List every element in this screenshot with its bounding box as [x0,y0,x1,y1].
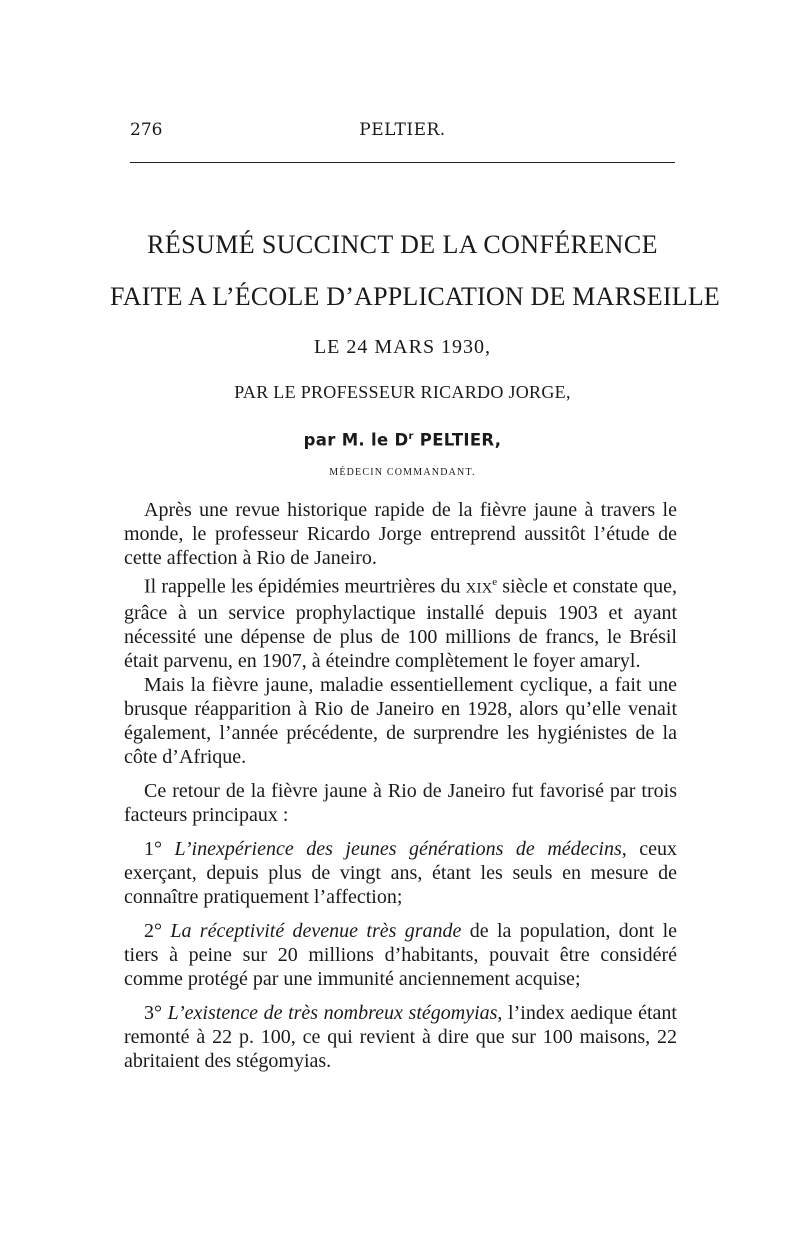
paragraph-2 [124,570,677,673]
factor-3-text: l’index aedique étant remonté à 22 p. 100, ce qui revient à dire que sur 100 maisons, 22 abritaient des stégomyias. [124,1001,677,1072]
title-line-2: FAITE A L’ÉCOLE D’APPLICATION DE MARSEILLE [110,282,720,311]
title-speaker: PAR LE PROFESSEUR RICARDO JORGE, [234,382,571,402]
author-prefix: par M. le D [303,430,409,450]
factor-2-number: 2° [144,919,171,942]
century-sup: e [492,576,498,588]
factor-1 [124,837,677,909]
factor-3-heading: L’existence de très nombreux stégomyias, [167,1001,503,1024]
factor-1-text: ceux exerçant, depuis plus de vingt ans, étant les seuls en mesure de connaître pratiquement l’affection; [124,837,677,908]
author-role: MÉDECIN COMMANDANT. [329,466,476,478]
paragraph-2-end: siècle et constate que, grâce à un service prophylactique installé depuis 1903 et ayant nécessité une dépense de plus de 100 millions de francs, le Brésil était parvenu, en 1907, à éteindre complètement le foyer amaryl. [124,575,677,672]
body-text [124,498,677,1073]
factor-2-heading: La réceptivité devenue très grande [170,919,462,942]
paragraph-3: Mais la fièvre jaune, maladie essentiellement cyclique, a fait une brusque réapparition à Rio de Janeiro en 1928, alors qu’elle venait également, l’année précédente, de surprendre les hygiénistes de la côte d’Afrique. [124,673,677,768]
paragraph-2-start: Il rappelle les épidémies meurtrières du [144,575,466,598]
century-numeral: XIX [465,580,493,597]
title-date: LE 24 MARS 1930, [313,336,492,358]
running-title: PELTIER. [359,120,446,140]
factor-3-number: 3° [144,1001,168,1024]
paragraph-1: Après une revue historique rapide de la fièvre jaune à travers le monde, le professeur Ricardo Jorge entreprend aussitôt l’étude de cette affection à Rio de Janeiro. [124,499,677,569]
factor-2 [124,919,677,991]
page-number: 276 [130,120,163,140]
title-line-1: RÉSUMÉ SUCCINCT DE LA CONFÉRENCE [147,230,658,259]
factor-2-text: de la population, dont le tiers à peine sur 20 millions d’habitants, pouvait être considéré comme protégé par une immunité anciennement acquise; [124,919,677,990]
factor-3 [124,1001,677,1073]
author-line [110,426,695,452]
factor-1-heading: L’inexpérience des jeunes générations de médecins, [174,837,627,860]
author-name: PELTIER, [413,430,502,450]
factor-1-number: 1° [144,837,175,860]
running-head [130,120,675,142]
author-title-sup: r [408,431,414,442]
header-rule [130,162,675,163]
title-block [110,230,720,480]
paragraph-4: Ce retour de la fièvre jaune à Rio de Janeiro fut favorisé par trois facteurs principaux : [124,779,677,826]
